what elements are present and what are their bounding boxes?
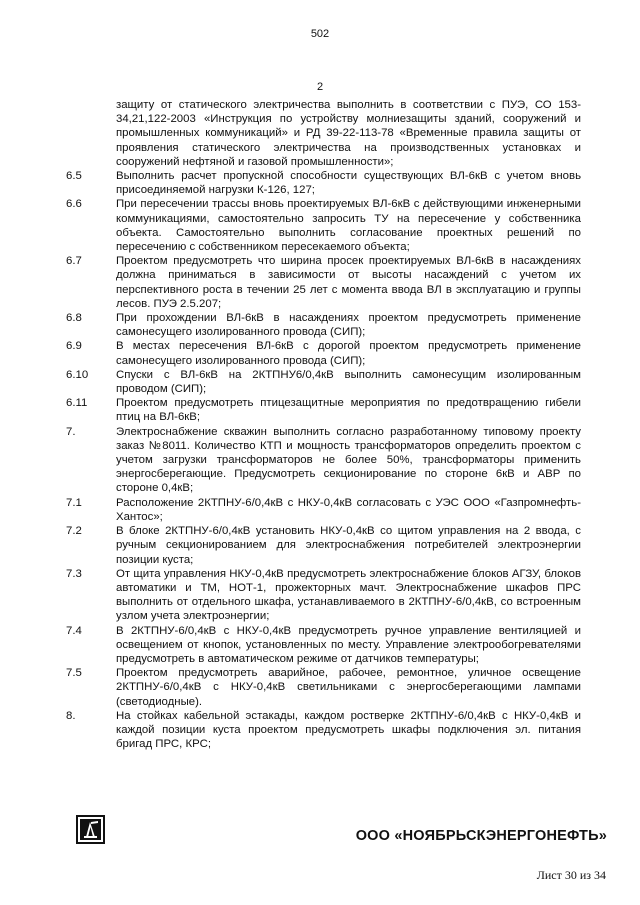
clause-text: Расположение 2КТПНУ-6/0,4кВ с НКУ-0,4кВ согласовать с УЭС ООО «Газпромнефть-Хантос»;: [116, 496, 581, 523]
inner-page-number: 2: [316, 81, 324, 93]
clause-text: При пересечении трассы вновь проектируемых ВЛ-6кВ с действующими инженерными коммуникациями, самостоятельно запросить ТУ на пересечение у собственника объекта. Самостоятельно выполнить согласование проектных решений по пересечению с собственником пересекаемого объекта;: [116, 198, 581, 254]
clause-text: В блоке 2КТПНУ-6/0,4кВ установить НКУ-0,4кВ со щитом управления на 2 ввода, с ручным секционированием для электроснабжения потребителей электроэнергии позиции куста;: [116, 525, 581, 566]
clause-text: Проектом предусмотреть аварийное, рабочее, ремонтное, уличное освещение 2КТПНУ-6/0,4кВ с НКУ-0,4кВ светильниками с энергосберегающими лампами (светодиодные).: [116, 667, 581, 708]
clause-item: [66, 425, 581, 496]
clause-number: 6.5: [66, 170, 82, 183]
clause-text: При прохождении ВЛ-6кВ в насаждениях проектом предусмотреть применение самонесущего изолированного провода (СИП);: [116, 312, 581, 339]
clause-number: 7.5: [66, 667, 82, 680]
clause-item: [66, 524, 581, 567]
clause-text: В 2КТПНУ-6/0,4кВ с НКУ-0,4кВ предусмотреть ручное управление вентиляцией и освещением от кнопок, установленных по месту. Управление электрообогревателями предусмотреть в автоматическом режиме от датчиков температуры;: [116, 624, 581, 665]
intro-paragraph: [66, 98, 581, 169]
clause-text: Проектом предусмотреть птицезащитные мероприятия по предотвращению гибели птиц на ВЛ-6кВ;: [116, 397, 581, 424]
intro-text: защиту от статического электричества выполнить в соответствии с ПУЭ, СО 153-34,21,122-2003 «Инструкция по устройству молниезащиты зданий, сооружений и промышленных коммуникаций» и РД 39-22-113-78 «Временные правила защиты от проявления статического электричества на производственных установках и сооружений нефтяной и газовой промышленности»;: [116, 99, 581, 168]
clause-number: 7.3: [66, 567, 82, 580]
clause-text: Электроснабжение скважин выполнить согласно разработанному типовому проекту заказ №8011. Количество КТП и мощность трансформаторов определить проектом с учетом загрузки трансформаторов не более 50%, трансформаторы применить энергосберегающие. Предусмотреть секционирование по стороне 6кВ и АВР по стороне 0,4кВ;: [116, 425, 581, 495]
clause-item: [66, 666, 581, 709]
clause-text: Выполнить расчет пропускной способности существующих ВЛ-6кВ с учетом вновь присоединяемой нагрузки К-126, 127;: [116, 170, 581, 197]
clause-number: 7.: [66, 425, 76, 438]
clause-item: [66, 339, 581, 367]
clause-number: 8.: [66, 709, 76, 722]
clause-text: От щита управления НКУ-0,4кВ предусмотреть электроснабжение блоков АГЗУ, блоков автоматики и ТМ, НОТ-1, прожекторных мачт. Электроснабжение шкафов ПРС выполнить от отдельного шкафа, устанавливаемого в 2КТПНУ-6/0,4кВ, со встроенным узлом учета электроэнергии;: [116, 567, 581, 623]
document-body: [66, 98, 581, 751]
clause-number: 7.4: [66, 624, 82, 637]
clause-item: [66, 396, 581, 424]
oil-derrick-logo-icon: [76, 815, 105, 844]
clause-number: 6.6: [66, 198, 82, 211]
clause-number: 6.11: [66, 397, 88, 410]
clause-item: [66, 311, 581, 339]
clause-item: [66, 624, 581, 667]
clause-item: [66, 709, 581, 752]
clause-number: 7.1: [66, 496, 82, 509]
clause-number: 6.7: [66, 255, 82, 268]
company-name: ООО «НОЯБРЬСКЭНЕРГОНЕФТЬ»: [355, 828, 607, 844]
clause-text: В местах пересечения ВЛ-6кВ с дорогой проектом предусмотреть применение самонесущего изолированного провода (СИП);: [116, 340, 581, 367]
clause-number: 6.8: [66, 312, 82, 325]
clause-item: [66, 197, 581, 254]
clause-number: 7.2: [66, 525, 82, 538]
clause-text: Спуски с ВЛ-6кВ на 2КТПНУ6/0,4кВ выполнить самонесущим изолированным проводом (СИП);: [116, 368, 581, 396]
clause-number: 6.9: [66, 340, 82, 353]
sheet-counter: Лист 30 из 34: [536, 868, 606, 882]
clause-item: [66, 567, 581, 624]
clause-number: 6.10: [66, 368, 89, 381]
clause-text: Проектом предусмотреть что ширина просек проектируемых ВЛ-6кВ в насаждениях должна приниматься в зависимости от высоты насаждений с учетом их перспективного роста в течении 25 лет с момента ввода ВЛ в эксплуатацию и группы лесов. ПУЭ 2.5.207;: [116, 255, 581, 310]
clause-item: [66, 254, 581, 311]
page-number: 502: [310, 28, 330, 40]
clause-text: На стойках кабельной эстакады, каждом ростверке 2КТПНУ-6/0,4кВ с НКУ-0,4кВ и каждой позиции куста проектом предусмотреть шкафы подключения эл. питания бригад ПРС, КРС;: [116, 709, 581, 751]
clause-item: [66, 368, 581, 396]
clause-item: [66, 496, 581, 524]
clause-item: [66, 169, 581, 197]
clause-list: [66, 169, 581, 751]
